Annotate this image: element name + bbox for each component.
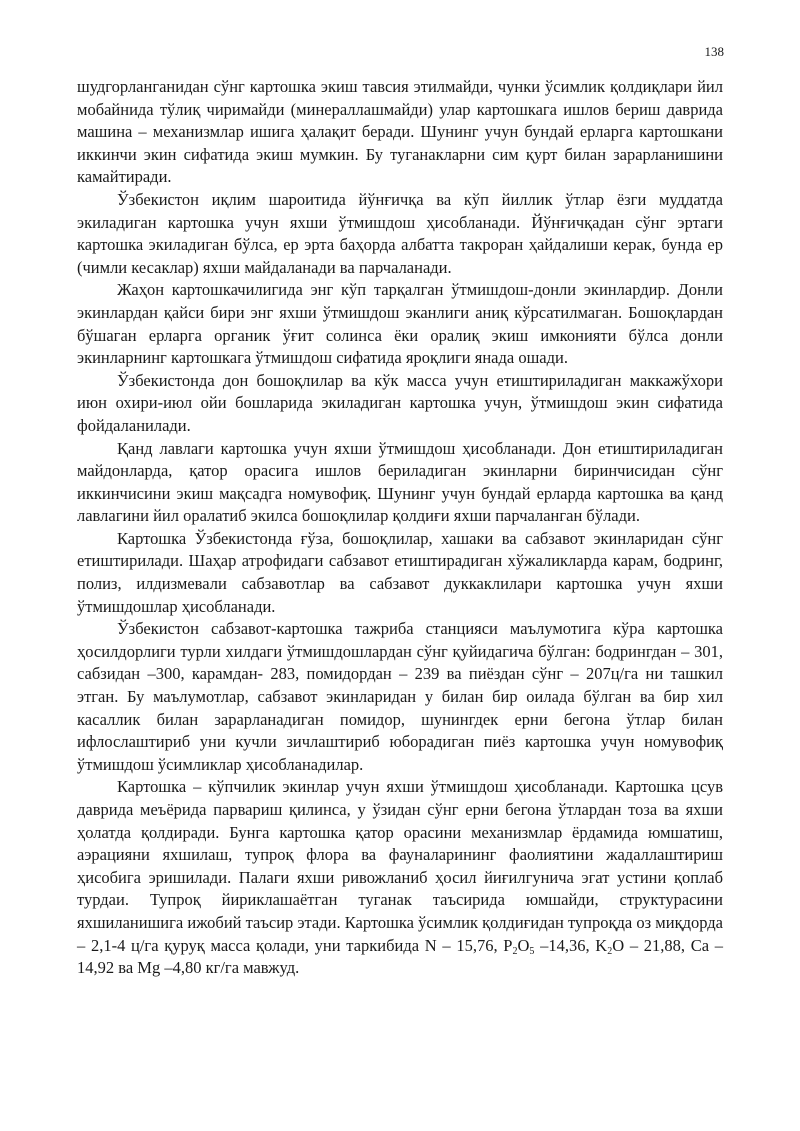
document-body — [77, 76, 723, 980]
paragraph-8 — [77, 776, 723, 979]
paragraph-3: Жаҳон картошкачилигида энг кўп тарқалган ўтмишдош-донли экинлардир. Донли экинлардан қайси бири энг яхши ўтмишдош эканлиги аниқ кўрсатилмаган. Бошоқлардан бўшаган ерларга органик ўғит солинса ёки оралиқ экиш имконияти бўлса донли экинларнинг картошкага ўтмишдош сифатида яроқлиги янада ошади. — [77, 280, 723, 368]
k2o-formula: $K_2$ — [595, 935, 613, 957]
k2o-value-and-rest: O – 21,88, Ca –14,92 ва Mg –4,80 кг/га мавжуд. — [77, 935, 724, 978]
p2o5-value: –14,36, — [534, 935, 596, 955]
paragraph-2: Ўзбекистон иқлим шароитида йўнғичқа ва кўп йиллик ўтлар ёзги муддатда экиладиган картошка учун яхши ўтмишдош ҳисобланади. Йўнғичқадан сўнг эртаги картошка экиладиган бўлса, ер эрта баҳорда албатта такроран ҳайдалиши керак, бунда ер (чимли кесаклар) яхши майдаланади ва парчаланади. — [77, 189, 723, 277]
paragraph-8-text: Картошка – кўпчилик экинлар учун яхши ўтмишдош ҳисобланади. Картошка цсув даврида меъёрида парвариш қилинса, у ўзидан сўнг ерни бегона ўтлардан тоза ва яхши ҳолатда қолдиради. Бунга картошка қатор орасини механизмлар ёрдамида юмшатиш, аэрацияни яхшилаш, тупроқ флора ва фауналарининг фаолиятини жадаллаштириш ҳисобига эришилади. Палаги яхши ривожланиб ҳосил йиғилгунича эгат устини қоплаб турдаи. Тупроқ йириклашаётган туганак таъсирида юмшайди, структурасини яхшиланишига ижобий таъсир этади. Картошка ўсимлик қолдиғидан тупроқда оз миқдорда – 2,1-4 ц/га қуруқ масса қолади, уни таркибида N – 15,76, — [77, 777, 723, 955]
paragraph-1: шудгорланганидан сўнг картошка экиш тавсия этилмайди, чунки ўсимлик қолдиқлари йил мобайнида тўлиқ чиримайди (минераллашмайди) улар картошкага ишлов бериш даврида машина – механизмлар ишига ҳалақит беради. Шунинг учун бундай ерларга картошкани иккинчи экин сифатида экиш мумкин. Бу туганакларни сим қурт билан зарарланишини камайтиради. — [77, 77, 723, 187]
paragraph-6: Картошка Ўзбекистонда ғўза, бошоқлилар, хашаки ва сабзавот экинларидан сўнг етиштирилади. Шаҳар атрофидаги сабзавот етиштирадиган хўжаликларда карам, бодринг, полиз, илдизмевали сабзавотлар ва сабзавот дуккаклилари картошка учун яхши ўтмишдошлар ҳисобланади. — [77, 528, 723, 616]
paragraph-4: Ўзбекистонда дон бошоқлилар ва кўк масса учун етиштириладиган маккажўхори июн охири-июл ойи бошларида экиладиган картошка учун, ўтмишдош экин сифатида фойдаланилади. — [77, 370, 723, 435]
paragraph-5: Қанд лавлаги картошка учун яхши ўтмишдош ҳисобланади. Дон етиштириладиган майдонларда, қатор орасига ишлов бериладиган экинларни биринчисидан сўнг иккинчисини экиш мақсадга номувофиқ. Шунинг учун бундай ерларда картошка ва қанд лавлагини йил оралатиб экилса бошоқлилар қолдиғи яхши парчаланган бўлади. — [77, 438, 723, 526]
paragraph-7: Ўзбекистон сабзавот-картошка тажриба станцияси маълумотига кўра картошка ҳосилдорлиги турли хилдаги ўтмишдошлардан сўнг қуйидагича бўлган: бодрингдан – 301, сабзидан –300, карамдан- 283, помидордан – 239 ва пиёздан сўнг – 207ц/га ни ташкил этган. Бу маълумотлар, сабзавот экинларидан у билан бир оилада бўлган ва бир хил касаллик билан зарарланадиган помидор, шунингдек ерни бегона ўтлар билан ифлослаштириб уни кучли зичлаштириб юборадиган пиёз картошка учун номувофиқ ўтмишдош ўсимликлар ҳисобланадилар. — [77, 619, 723, 774]
page-number: 138 — [704, 44, 724, 59]
p2o5-formula: $P_2O_5$ — [503, 935, 535, 957]
